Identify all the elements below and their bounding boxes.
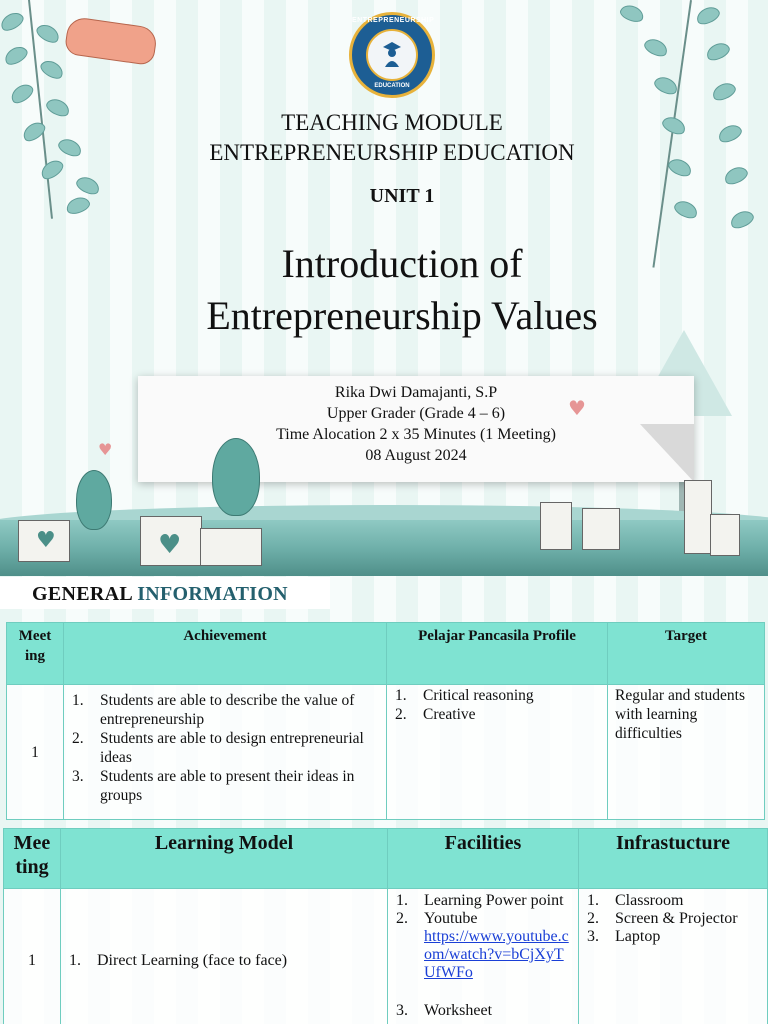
grade-level: Upper Grader (Grade 4 – 6) (326, 405, 506, 422)
tree-illustration (76, 470, 112, 530)
youtube-link[interactable]: https://www.youtube.com/watch?v=bCjXyTUfWFo (424, 928, 569, 981)
section-heading (32, 583, 288, 606)
list-item: 2. Creative (395, 706, 476, 723)
general-info-table (6, 622, 765, 820)
author-name: Rika Dwi Damajanti, S.P (334, 384, 498, 401)
list-item: 1. Learning Power point (396, 892, 564, 909)
header-profile: Pelajar Pancasila Profile (387, 623, 608, 685)
header-learning-model: Learning Model (61, 829, 388, 889)
unit-label: UNIT 1 (369, 185, 435, 207)
infrastructure-list (579, 892, 767, 946)
list-item: 2. Students are able to design entrepreneurial ideas (72, 730, 364, 766)
header-facilities: Facilities (388, 829, 579, 889)
heart-icon: ♥ (36, 528, 56, 553)
infrastructure-cell (579, 889, 768, 1024)
list-item: 3. Students are able to present their ideas in groups (72, 768, 355, 804)
title-line-1: Introduction of (281, 241, 523, 286)
module-label: TEACHING MODULE (281, 110, 503, 135)
heart-icon: ♥ (568, 396, 586, 420)
tree-illustration (212, 438, 260, 516)
list-item: 1. Critical reasoning (395, 687, 534, 704)
table-header-row (4, 829, 768, 889)
list-item: 3. Worksheet (396, 1002, 493, 1019)
section-heading-word-2: INFORMATION (137, 583, 288, 605)
subject-label: ENTREPRENEURSHIP EDUCATION (209, 140, 575, 165)
facilities-list (388, 892, 578, 1020)
list-item: 2. Screen & Projector (587, 910, 738, 927)
header-infrastructure: Infrastucture (579, 829, 768, 889)
module-date: 08 August 2024 (365, 447, 467, 464)
meeting-number: 1 (4, 889, 61, 1024)
learning-model-cell (61, 889, 388, 1024)
header-achievement: Achievement (64, 623, 387, 685)
achievement-cell (64, 685, 387, 820)
table-header-row (7, 623, 765, 685)
list-item: 1. Students are able to describe the value of entrepreneurship (72, 692, 355, 728)
list-item: 1. Classroom (587, 892, 684, 909)
graduate-icon (383, 41, 401, 67)
time-allocation: Time Alocation 2 x 35 Minutes (1 Meeting) (276, 426, 556, 443)
house-illustration (200, 528, 262, 566)
house-illustration (710, 514, 740, 556)
youtube-link-item (388, 928, 578, 982)
achievement-list (64, 691, 386, 805)
list-item: 1. Direct Learning (face to face) (69, 951, 288, 969)
entrepreneurship-logo (349, 12, 435, 98)
logo-arc-text: ENTREPRENEURSHIP (352, 17, 435, 24)
learning-model-list (61, 952, 387, 970)
logo-sub-text: EDUCATION (374, 83, 410, 89)
header-meeting: Meet ing (7, 623, 64, 685)
list-item: 3. Laptop (587, 928, 661, 945)
target-cell: Regular and students with learning difficulties (608, 685, 765, 820)
header-meeting: Mee ting (4, 829, 61, 889)
header-target: Target (608, 623, 765, 685)
profile-cell (387, 685, 608, 820)
logo-emblem (366, 29, 418, 81)
facilities-cell (388, 889, 579, 1024)
ground (0, 520, 768, 576)
section-heading-word-1: GENERAL (32, 583, 132, 605)
house-illustration (582, 508, 620, 550)
list-item: 2. Youtube (396, 910, 478, 927)
learning-table (3, 828, 768, 1024)
house-illustration (540, 502, 572, 550)
table-row (7, 685, 765, 820)
title-line-2: Entrepreneurship Values (206, 293, 598, 338)
table-row (4, 889, 768, 1024)
heart-icon: ♥ (98, 440, 113, 459)
meeting-number: 1 (7, 685, 64, 820)
heart-icon: ♥ (158, 530, 182, 560)
profile-list (387, 686, 607, 724)
house-illustration (684, 480, 712, 554)
